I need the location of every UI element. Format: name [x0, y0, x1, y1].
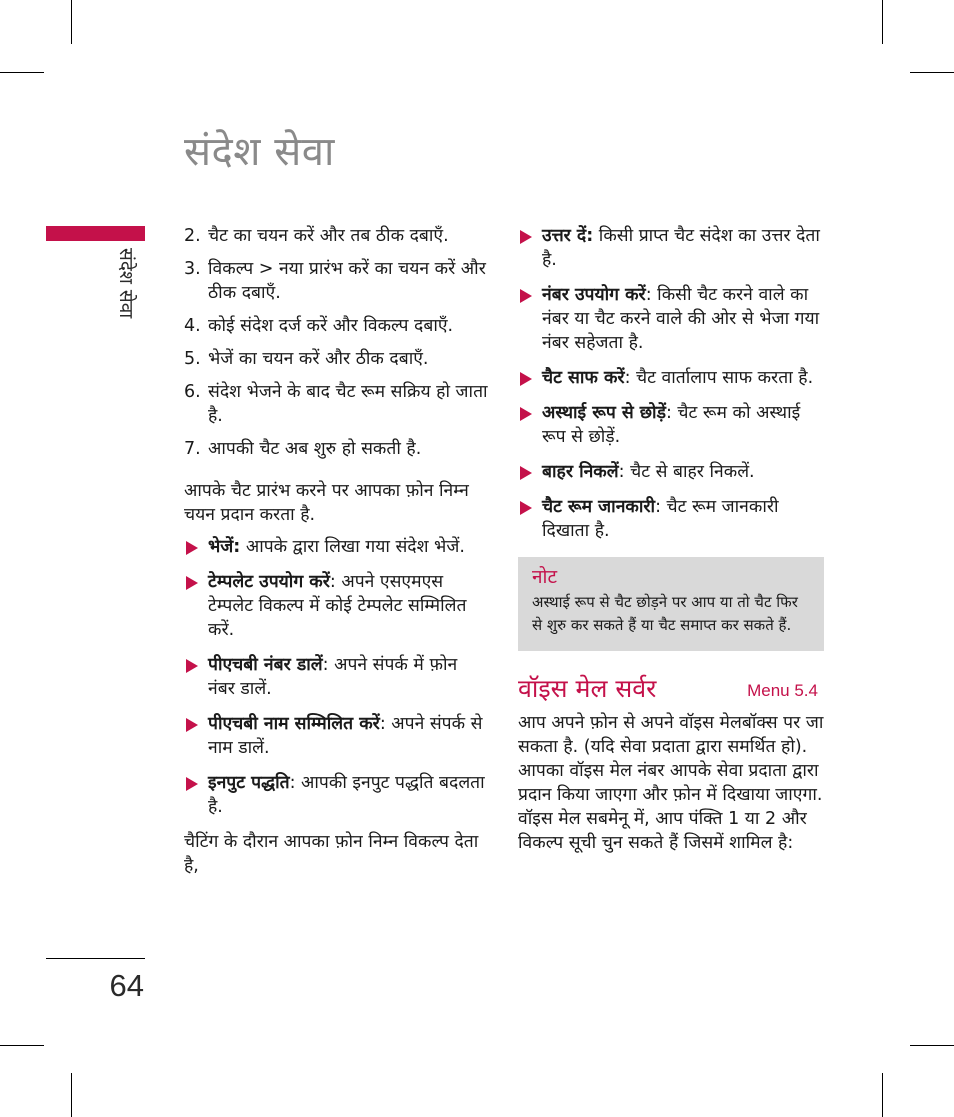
step-item — [184, 380, 489, 428]
bullet-triangle-icon — [520, 289, 532, 303]
step-number: 4. — [184, 316, 201, 336]
step-text: भेजें का चयन करें और ठीक दबाएँ. — [208, 349, 429, 369]
step-text: संदेश भेजने के बाद चैट रूम सक्रिय हो जाता है. — [208, 382, 488, 426]
note-title: नोट — [532, 566, 558, 588]
step-text: आपकी चैट अब शुरु हो सकती है. — [208, 439, 422, 459]
option-desc: किसी प्राप्त चैट संदेश का उत्तर देता है. — [542, 226, 820, 270]
step-text: विकल्प > नया प्रारंभ करें का चयन करें और ठीक दबाएँ. — [208, 259, 486, 303]
right-column — [518, 224, 824, 863]
option-item — [184, 535, 489, 559]
option-desc: : आपकी इनपुट पद्धति बदलता है. — [208, 773, 485, 817]
option-label: पीएचबी नाम सम्मिलित करें — [208, 714, 380, 734]
bullet-triangle-icon — [520, 372, 532, 386]
bullet-triangle-icon — [186, 576, 198, 590]
step-text: चैट का चयन करें और तब ठीक दबाएँ. — [208, 226, 449, 246]
option-item — [184, 712, 489, 760]
step-text: कोई संदेश दर्ज करें और विकल्प दबाएँ. — [208, 316, 454, 336]
crop-mark — [882, 1073, 883, 1117]
crop-mark — [71, 0, 72, 44]
option-item — [518, 495, 824, 543]
step-number: 5. — [184, 349, 201, 369]
bullet-triangle-icon — [520, 501, 532, 515]
bullet-triangle-icon — [520, 407, 532, 421]
section-tab-marker — [46, 226, 145, 241]
option-item — [518, 283, 824, 355]
option-desc: : अपने संपर्क से नाम डालें. — [208, 714, 483, 758]
option-label: उत्तर दें: — [542, 226, 594, 246]
section-side-label: संदेश सेवा — [115, 248, 137, 319]
note-text: अस्थाई रूप से चैट छोड़ने पर आप या तो चैट फिर से शुरु कर सकते हैं या चैट समाप्त कर सकते हैं. — [532, 593, 798, 634]
option-label: बाहर निकलें — [542, 462, 619, 482]
option-item — [184, 570, 489, 642]
chat-start-options — [184, 535, 489, 819]
option-label: पीएचबी नंबर डालें — [208, 655, 323, 675]
option-item — [518, 460, 824, 484]
option-item — [518, 401, 824, 449]
option-desc: आपके द्वारा लिखा गया संदेश भेजें. — [240, 537, 465, 557]
outro-paragraph: चैटिंग के दौरान आपका फ़ोन निम्न विकल्प देता है, — [184, 832, 479, 876]
step-number: 6. — [184, 382, 201, 402]
option-label: अस्थाई रूप से छोड़ें — [542, 403, 666, 423]
left-column — [184, 224, 489, 886]
option-label: टेम्पलेट उपयोग करें — [208, 572, 330, 592]
step-item — [184, 224, 489, 248]
page-number-rule — [46, 958, 145, 959]
step-number: 7. — [184, 439, 201, 459]
chat-during-options — [518, 224, 824, 543]
option-desc: : अपने एसएमएस टेम्पलेट विकल्प में कोई टेम्पलेट सम्मिलित करें. — [208, 572, 467, 640]
option-desc: : चैट वार्तालाप साफ करता है. — [624, 368, 814, 388]
crop-mark — [910, 72, 954, 73]
option-label: भेजें: — [208, 537, 241, 557]
step-item — [184, 257, 489, 305]
option-label: इनपुट पद्धति — [208, 773, 290, 793]
option-item — [184, 653, 489, 701]
step-item — [184, 314, 489, 338]
bullet-triangle-icon — [186, 777, 198, 791]
option-label: चैट रूम जानकारी — [542, 497, 656, 517]
crop-mark — [0, 72, 44, 73]
option-item — [184, 771, 489, 819]
bullet-triangle-icon — [520, 466, 532, 480]
option-desc: : चैट रूम को अस्थाई रूप से छोड़ें. — [542, 403, 801, 447]
note-box — [518, 557, 824, 651]
crop-mark — [0, 1045, 44, 1046]
section-body: आप अपने फ़ोन से अपने वॉइस मेलबॉक्स पर जा सकता है. (यदि सेवा प्रदाता द्वारा समर्थित हो). आपका वॉइस मेल नंबर आपके सेवा प्रदाता द्वारा प्रदान किया जाएगा और फ़ोन में दिखाया जाएगा. वॉइस मेल सबमेनू में, आप पंक्ति 1 या 2 और विकल्प सूची चुन सकते हैं जिसमें शामिल है: — [518, 713, 824, 853]
option-desc: : किसी चैट करने वाले का नंबर या चैट करने वाले की ओर से भेजा गया नंबर सहेजता है. — [542, 285, 820, 353]
section-header — [518, 671, 824, 711]
bullet-triangle-icon — [186, 659, 198, 673]
option-desc: : अपने संपर्क में फ़ोन नंबर डालें. — [208, 655, 458, 699]
intro-paragraph: आपके चैट प्रारंभ करने पर आपका फ़ोन निम्न चयन प्रदान करता है. — [184, 481, 469, 525]
bullet-triangle-icon — [186, 541, 198, 555]
bullet-triangle-icon — [520, 230, 532, 244]
step-number: 3. — [184, 259, 201, 279]
page-title: संदेश सेवा — [184, 129, 335, 175]
option-desc: : चैट से बाहर निकलें. — [618, 462, 755, 482]
steps-list — [184, 224, 489, 461]
page-number: 64 — [109, 968, 144, 1003]
section-title: वॉइस मेल सर्वर — [518, 674, 657, 703]
menu-reference: Menu 5.4 — [747, 681, 818, 700]
step-item — [184, 437, 489, 461]
step-number: 2. — [184, 226, 201, 246]
crop-mark — [71, 1073, 72, 1117]
option-label: चैट साफ करें — [542, 368, 625, 388]
option-label: नंबर उपयोग करें — [542, 285, 646, 305]
option-item — [518, 366, 824, 390]
crop-mark — [882, 0, 883, 44]
step-item — [184, 347, 489, 371]
bullet-triangle-icon — [186, 718, 198, 732]
option-item — [518, 224, 824, 272]
crop-mark — [910, 1045, 954, 1046]
option-desc: : चैट रूम जानकारी दिखाता है. — [542, 497, 779, 541]
